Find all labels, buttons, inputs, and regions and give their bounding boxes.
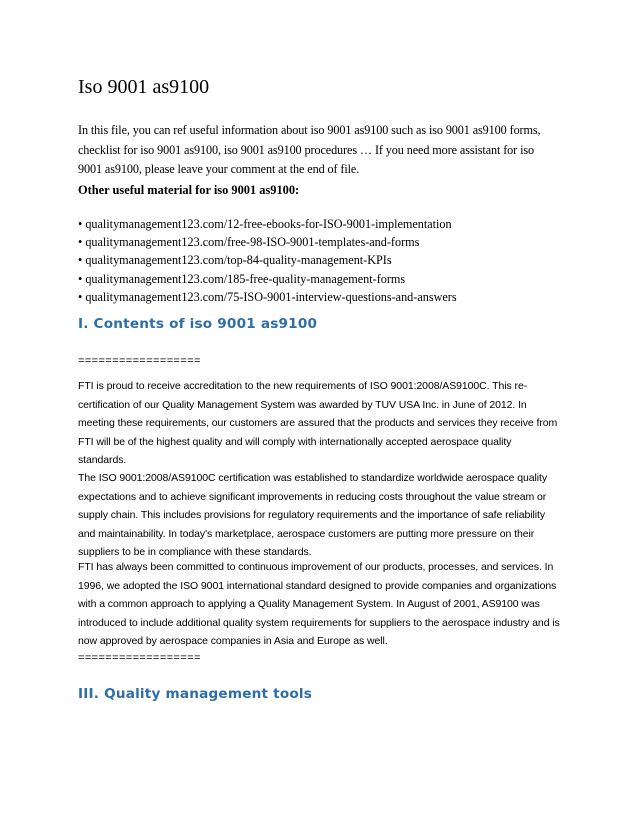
section-heading-contents: I. Contents of iso 9001 as9100 bbox=[78, 316, 318, 332]
separator-line: ================== bbox=[78, 652, 201, 664]
separator-line: ================== bbox=[78, 355, 201, 367]
useful-material-heading: Other useful material for iso 9001 as9100: bbox=[78, 183, 300, 197]
list-item[interactable]: • qualitymanagement123.com/top-84-quality-management-KPIs bbox=[78, 253, 392, 268]
list-item[interactable]: • qualitymanagement123.com/12-free-ebooks-for-ISO-9001-implementation bbox=[78, 217, 452, 231]
list-item[interactable]: • qualitymanagement123.com/185-free-quality-management-forms bbox=[78, 271, 406, 286]
paragraph-commitment: FTI has always been committed to continuous improvement of our products, processes, and services. In 1996, we adopted the ISO 9001 international standard designed to provide companies and organizations with a common approach to applying a Quality Management System. In August of 2001, AS9100 was introduced to include additional quality system requirements for suppliers to the aerospace industry and is now approved by aerospace companies in Asia and Europe as well. bbox=[78, 561, 560, 648]
paragraph-certification: The ISO 9001:2008/AS9100C certification was established to standardize worldwide aerospace quality expectations and to achieve significant improvements in reducing costs throughout the value stream or supply chain. This includes provisions for regulatory requirements and the importance of safe reliability and maintainability. In today's marketplace, aerospace customers are putting more pressure on their suppliers to be in compliance with these standards. bbox=[78, 472, 548, 559]
paragraph-accreditation: FTI is proud to receive accreditation to the new requirements of ISO 9001:2008/AS9100C. This re-certification of our Quality Management System was awarded by TUV USA Inc. in June of 2012. In meeting these requirements, our customers are assured that the products and services they receive from FTI will be of the highest quality and will comply with internationally accepted aerospace quality standards. bbox=[78, 380, 558, 467]
document-title: Iso 9001 as9100 bbox=[78, 76, 210, 98]
useful-links-list bbox=[78, 215, 457, 306]
intro-paragraph: In this file, you can ref useful information about iso 9001 as9100 such as iso 9001 as9100 forms, checklist for iso 9001 as9100, iso 9001 as9100 procedures … If you need more assistant for iso 9001 as9100, please leave your comment at the end of file. bbox=[78, 123, 541, 176]
list-item[interactable]: • qualitymanagement123.com/free-98-ISO-9001-templates-and-forms bbox=[78, 235, 420, 250]
section-heading-tools: III. Quality management tools bbox=[78, 686, 313, 702]
list-item[interactable]: • qualitymanagement123.com/75-ISO-9001-interview-questions-and-answers bbox=[78, 289, 457, 304]
